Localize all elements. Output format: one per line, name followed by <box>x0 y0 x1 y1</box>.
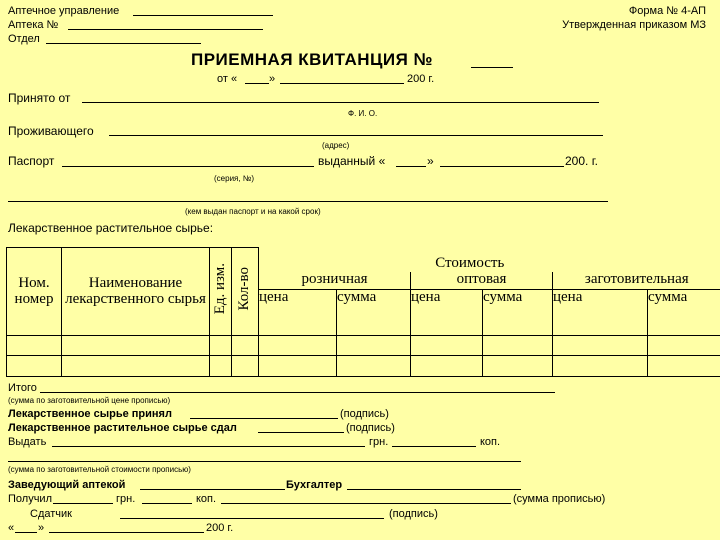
address-line[interactable] <box>109 135 603 136</box>
cost-header <box>259 248 720 272</box>
kop-label: коп. <box>480 436 501 448</box>
issued-year: 200. г. <box>565 154 598 168</box>
accepted-line[interactable] <box>190 418 338 419</box>
head-line[interactable] <box>140 489 285 490</box>
deliverer-line[interactable] <box>120 518 384 519</box>
date-day-line[interactable] <box>245 83 269 84</box>
issued-by-hint: (кем выдан паспорт и на какой срок) <box>185 207 321 216</box>
accepted-label: Лекарственное сырье принял <box>8 408 172 420</box>
table-cell[interactable] <box>648 336 720 356</box>
fio-hint: Ф. И. О. <box>348 109 378 118</box>
table-row <box>7 356 720 377</box>
wholesale-header: оптовая <box>411 272 553 290</box>
wholesale-price-header: цена <box>411 290 483 336</box>
receipt-title: ПРИЕМНАЯ КВИТАНЦИЯ № <box>191 50 434 69</box>
table-row <box>7 336 720 356</box>
approved-by: Утвержденная приказом МЗ <box>562 19 706 31</box>
cost-words-line[interactable] <box>8 461 521 462</box>
date-quote: » <box>269 73 276 85</box>
form-number: Форма № 4-АП <box>628 5 706 17</box>
received-from-line[interactable] <box>82 102 599 103</box>
issue-label: Выдать <box>8 436 47 448</box>
procurement-price-header: цена <box>553 290 648 336</box>
retail-header: розничная <box>259 272 411 290</box>
table-cell[interactable] <box>210 356 232 377</box>
table-cell[interactable] <box>648 356 720 377</box>
footer-date-close: » <box>38 522 45 534</box>
table-cell[interactable] <box>337 356 411 377</box>
qty-header-text: Кол-во <box>236 267 253 311</box>
rub-label: грн. <box>369 436 389 448</box>
footer-year: 200 г. <box>206 522 234 534</box>
table-cell[interactable] <box>337 336 411 356</box>
table-cell[interactable] <box>411 336 483 356</box>
issued-label: выданный « <box>318 154 386 168</box>
footer-day-line[interactable] <box>15 532 37 533</box>
num-header: Ном. номер <box>7 248 62 336</box>
received-kop: коп. <box>196 493 217 505</box>
cost-hint: (сумма по заготовительной стоимости прописью) <box>8 465 191 474</box>
table-cell[interactable] <box>411 356 483 377</box>
table-cell[interactable] <box>210 336 232 356</box>
kop-line[interactable] <box>392 446 476 447</box>
pharmacy-no-line[interactable] <box>68 29 263 30</box>
issue-line[interactable] <box>52 446 365 447</box>
issued-by-line[interactable] <box>8 201 608 202</box>
name-header: Наименование лекарственного сырья <box>62 248 210 336</box>
pharmacy-admin-line[interactable] <box>133 15 273 16</box>
procurement-sum-header: сумма <box>648 290 720 336</box>
issued-month-line[interactable] <box>440 166 564 167</box>
accountant-label: Бухгалтер <box>286 479 343 491</box>
received-label: Получил <box>8 493 52 505</box>
deliverer-label: Сдатчик <box>30 508 72 520</box>
department-line[interactable] <box>46 43 201 44</box>
qty-header <box>232 248 259 336</box>
received-kop-line[interactable] <box>142 503 192 504</box>
date-year: 200 г. <box>407 73 435 85</box>
table-cell[interactable] <box>62 336 210 356</box>
issued-day-line[interactable] <box>396 166 426 167</box>
head-label: Заведующий аптекой <box>8 479 126 491</box>
table-cell[interactable] <box>7 336 62 356</box>
date-month-line[interactable] <box>280 83 404 84</box>
wholesale-sum-header: сумма <box>483 290 553 336</box>
table-cell[interactable] <box>553 336 648 356</box>
issued-quote: » <box>427 154 434 168</box>
footer-date-open: « <box>8 522 15 534</box>
total-line[interactable] <box>40 392 555 393</box>
table-cell[interactable] <box>232 356 259 377</box>
raw-material-table <box>6 247 720 377</box>
received-rub-line[interactable] <box>53 503 113 504</box>
date-from-label: от « <box>217 73 238 85</box>
table-cell[interactable] <box>553 356 648 377</box>
received-words-line[interactable] <box>221 503 511 504</box>
total-label: Итого <box>8 382 37 394</box>
retail-price-header: цена <box>259 290 337 336</box>
unit-header-text: Ед. изм. <box>211 263 228 315</box>
total-hint: (сумма по заготовительной цене прописью) <box>8 396 171 405</box>
table-cell[interactable] <box>259 356 337 377</box>
herbal-raw-label: Лекарственное растительное сырье: <box>8 221 214 235</box>
table-cell[interactable] <box>232 336 259 356</box>
footer-month-line[interactable] <box>49 532 204 533</box>
retail-sum-header: сумма <box>337 290 411 336</box>
residing-label: Проживающего <box>8 124 94 138</box>
unit-header <box>210 248 232 336</box>
series-hint: (серия, №) <box>214 174 255 183</box>
passport-label: Паспорт <box>8 154 55 168</box>
cost-header-text: Стоимость <box>435 254 505 271</box>
table-cell[interactable] <box>259 336 337 356</box>
handed-sign-hint: (подпись) <box>346 422 395 434</box>
received-from-label: Принято от <box>8 91 71 105</box>
procurement-header: заготовительная <box>553 272 720 290</box>
accepted-sign-hint: (подпись) <box>340 408 389 420</box>
table-cell[interactable] <box>483 336 553 356</box>
table-cell[interactable] <box>483 356 553 377</box>
pharmacy-admin-label: Аптечное управление <box>8 5 120 17</box>
receipt-number-line[interactable] <box>471 67 513 68</box>
address-hint: (адрес) <box>322 141 350 150</box>
received-rub: грн. <box>116 493 136 505</box>
pharmacy-no-label: Аптека № <box>8 19 59 31</box>
table-cell[interactable] <box>7 356 62 377</box>
deliverer-sign-hint: (подпись) <box>389 508 438 520</box>
passport-line[interactable] <box>62 166 314 167</box>
handed-line[interactable] <box>258 432 344 433</box>
department-label: Отдел <box>8 33 40 45</box>
sum-words-hint: (сумма прописью) <box>513 493 606 505</box>
table-cell[interactable] <box>62 356 210 377</box>
accountant-line[interactable] <box>347 489 521 490</box>
handed-label: Лекарственное растительное сырье сдал <box>8 422 237 434</box>
